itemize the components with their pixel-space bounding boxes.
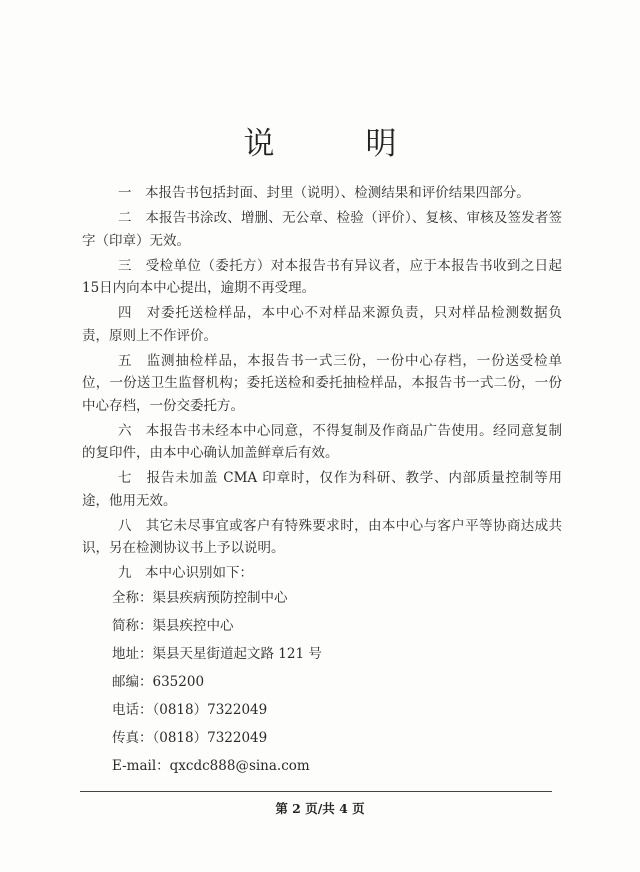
paragraph-8: 八 其它未尽事宜或客户有特殊要求时，由本中心与客户平等协商达成共识，另在检测协议书上予以说明。 <box>82 517 562 556</box>
center-fax: 传真：（0818）7322049 <box>112 730 268 746</box>
instructions-body <box>82 182 562 783</box>
center-info-block <box>82 587 562 778</box>
paragraph-7: 七 报告未加盖 CMA 印章时，仅作为科研、教学、内部质量控制等用途，他用无效。 <box>82 470 562 509</box>
page-title: 说 明 <box>243 126 427 162</box>
center-short-name: 简称：渠县疾控中心 <box>112 618 234 634</box>
footer-divider <box>80 791 552 792</box>
page-number: 第 2 页/共 4 页 <box>275 801 365 816</box>
paragraph-5: 五 监测抽检样品，本报告书一式三份，一份中心存档，一份送受检单位，一份送卫生监督机构；委托送检和委托抽检样品，本报告书一式二份，一份中心存档，一份交委托方。 <box>82 352 562 414</box>
center-address: 地址：渠县天星街道起文路 121 号 <box>112 646 322 662</box>
paragraph-6: 六 本报告书未经本中心同意，不得复制及作商品广告使用。经同意复制的复印件，由本中心确认加盖鲜章后有效。 <box>82 422 562 461</box>
paragraph-9: 九 本中心识别如下： <box>118 565 253 581</box>
center-phone: 电话：（0818）7322049 <box>112 702 268 718</box>
paragraph-2: 二 本报告书涂改、增删、无公章、检验（评价）、复核、审核及签发者签字（印章）无效。 <box>82 210 562 249</box>
paragraph-3: 三 受检单位（委托方）对本报告书有异议者，应于本报告书收到之日起15日内向本中心提出，逾期不再受理。 <box>82 257 562 296</box>
paragraph-1: 一 本报告书包括封面、封里（说明）、检测结果和评价结果四部分。 <box>118 185 530 201</box>
center-postcode: 邮编：635200 <box>112 674 205 690</box>
paragraph-4: 四 对委托送检样品，本中心不对样品来源负责，只对样品检测数据负责，原则上不作评价。 <box>82 305 562 344</box>
center-email: E-mail：qxcdc888@sina.com <box>112 758 310 774</box>
center-full-name: 全称：渠县疾病预防控制中心 <box>112 590 288 606</box>
